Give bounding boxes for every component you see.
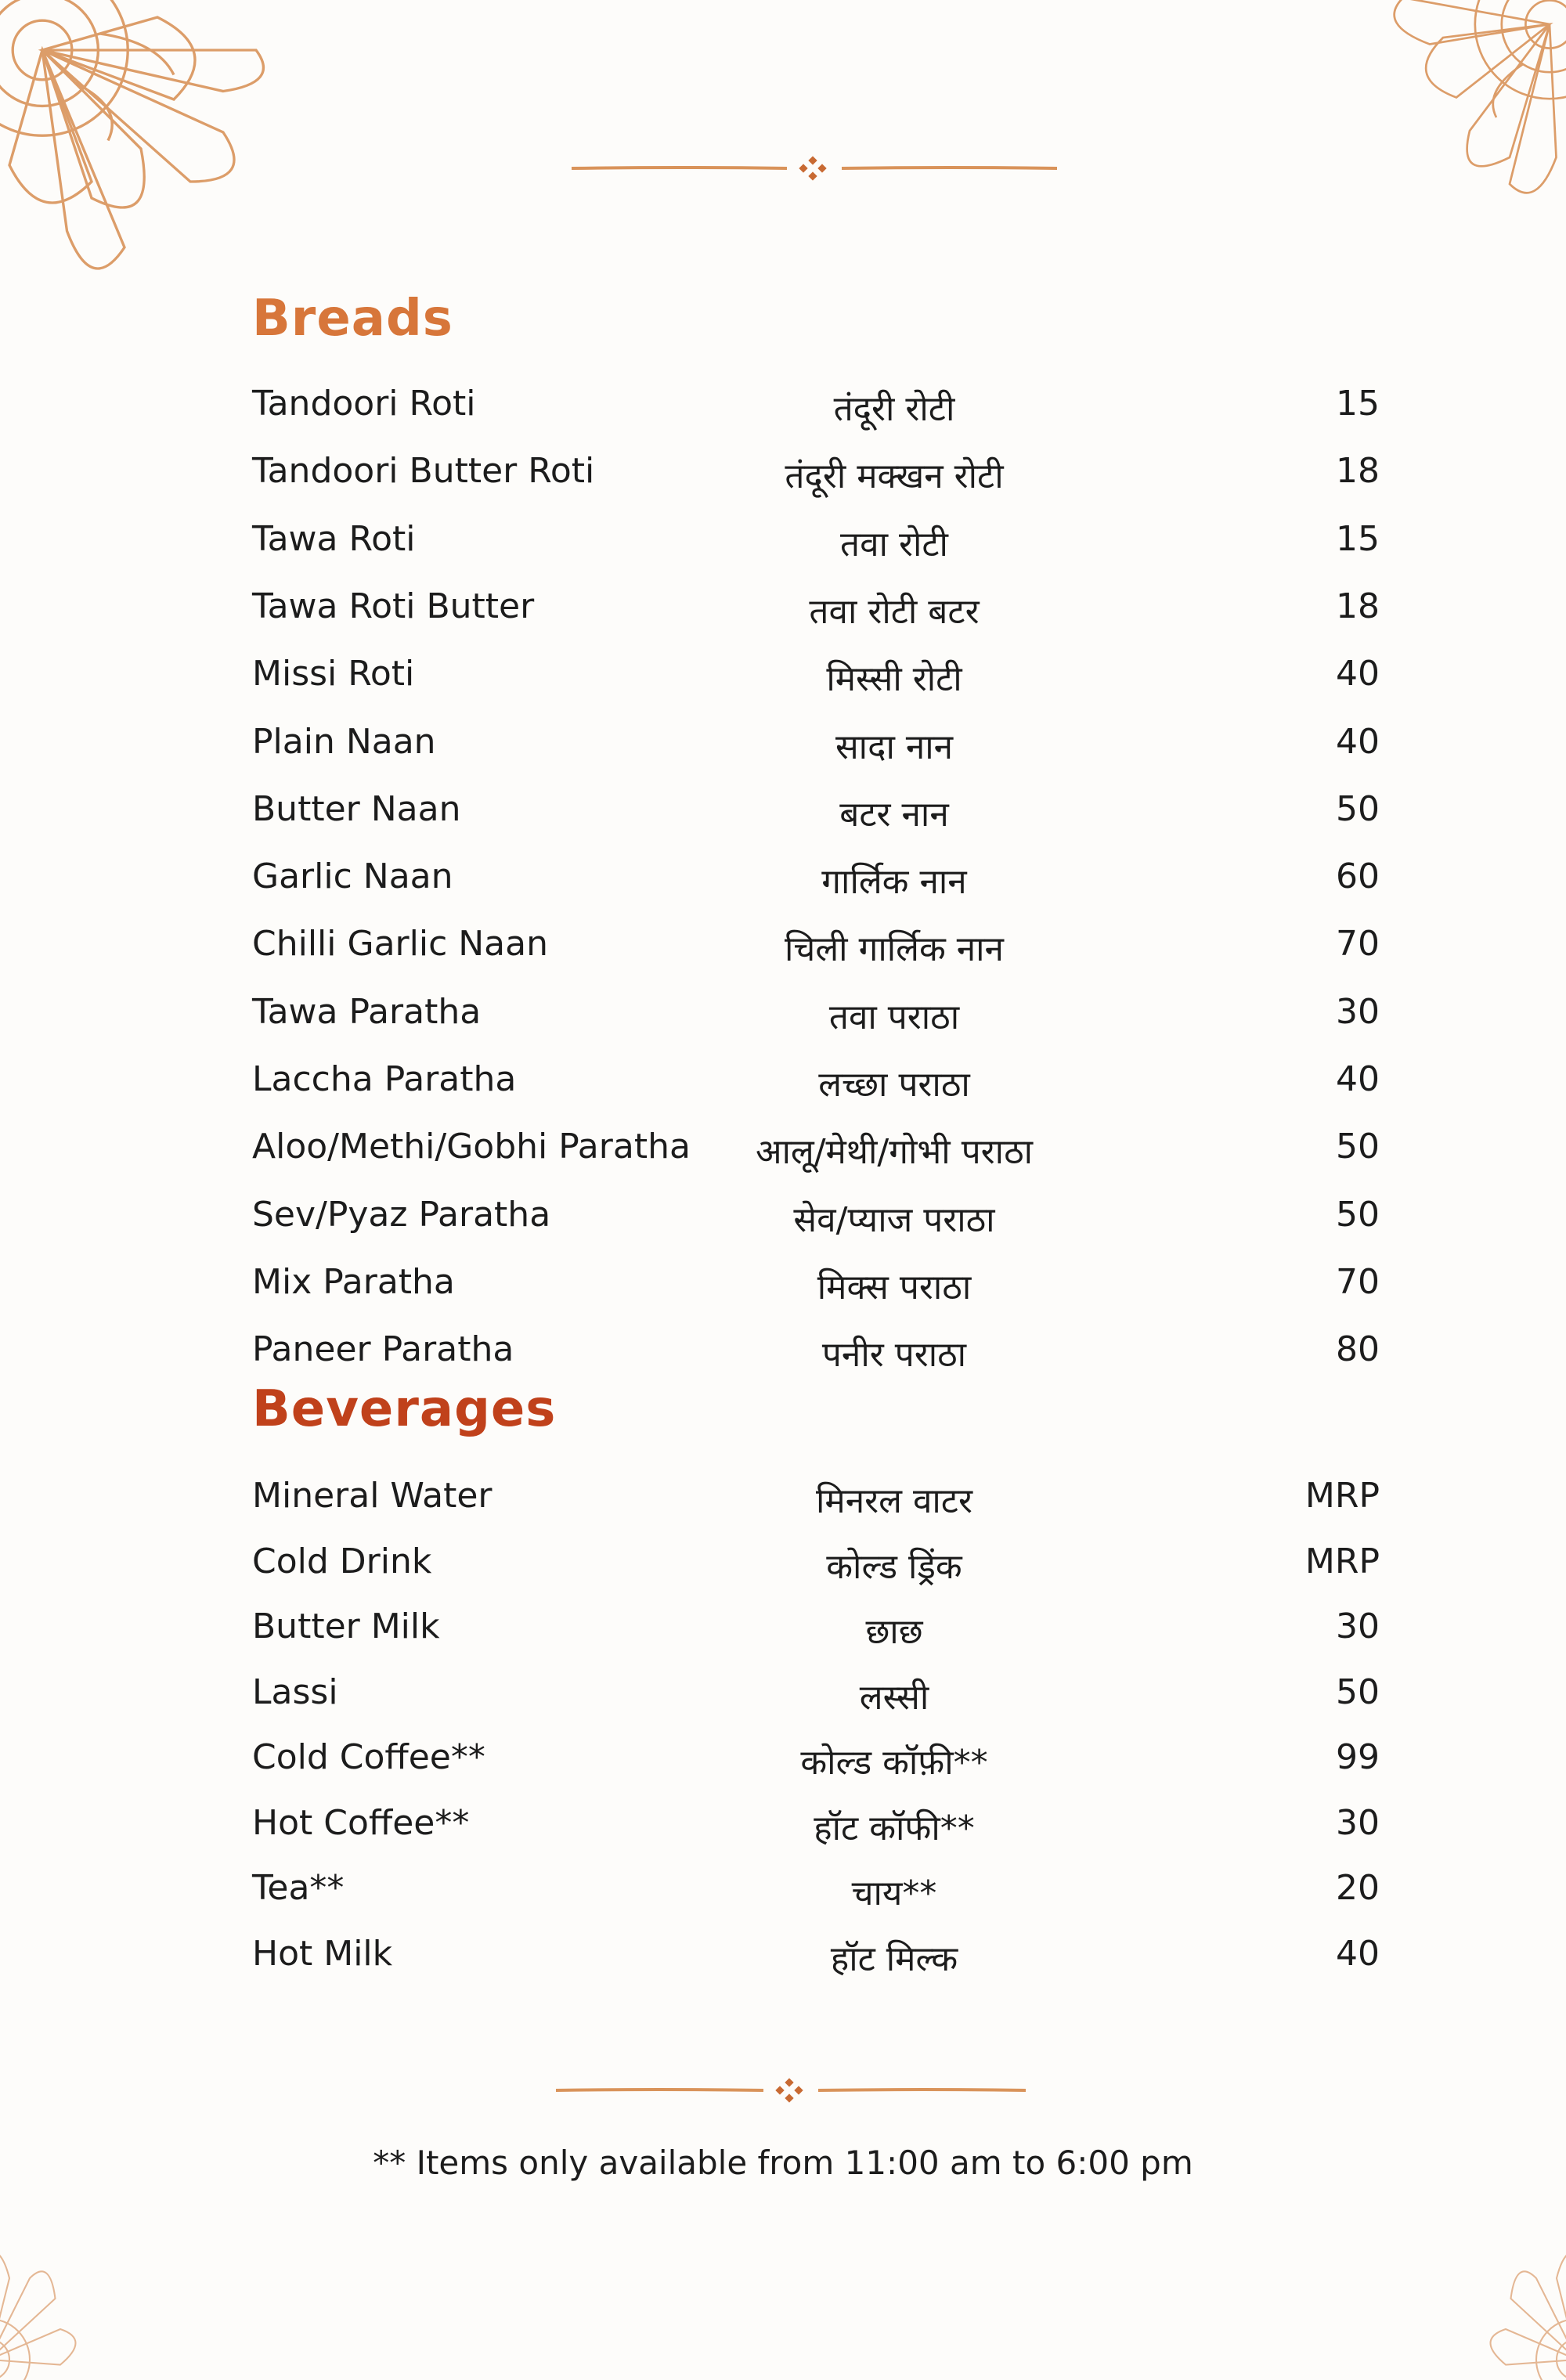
item-price: 30 (1336, 991, 1380, 1032)
item-name-hindi: तंदूरी रोटी (833, 389, 955, 429)
menu-item-row (252, 1934, 1380, 1996)
item-price: 20 (1336, 1868, 1380, 1908)
item-name-hindi: गार्लिक नान (821, 862, 967, 903)
menu-item-row (252, 856, 1380, 919)
section-title-breads: Breads (252, 290, 453, 348)
item-price: 18 (1336, 451, 1380, 492)
menu-item-row (252, 1737, 1380, 1800)
item-price: 70 (1336, 924, 1380, 965)
item-name-hindi: मिनरल वाटर (816, 1481, 972, 1521)
item-price: MRP (1304, 1541, 1380, 1581)
item-price: 30 (1336, 1606, 1380, 1646)
menu-item-row (252, 451, 1380, 514)
item-price: MRP (1304, 1476, 1380, 1516)
item-name-english: Tandoori Butter Roti (252, 451, 595, 492)
item-name-hindi: आलू/मेथी/गोभी पराठा (755, 1132, 1034, 1173)
item-name-english: Sev/Pyaz Paratha (252, 1194, 551, 1235)
item-name-english: Plain Naan (252, 721, 436, 762)
item-price: 40 (1336, 1059, 1380, 1099)
item-name-hindi: चाय** (851, 1873, 937, 1913)
menu-item-row (252, 1672, 1380, 1735)
item-name-english: Chilli Garlic Naan (252, 924, 548, 965)
item-price: 40 (1336, 1933, 1380, 1974)
item-name-hindi: कोल्ड ड्रिंक (826, 1546, 962, 1587)
item-price: 50 (1336, 1194, 1380, 1235)
item-name-english: Tawa Paratha (252, 991, 482, 1032)
menu-item-row (252, 1195, 1380, 1257)
item-name-hindi: लच्छा पराठा (818, 1065, 970, 1105)
item-name-hindi: चिली गार्लिक नान (785, 929, 1004, 970)
menu-item-row (252, 722, 1380, 784)
item-name-english: Tandoori Roti (252, 384, 476, 424)
mandala-ornament-top-left (0, 0, 305, 313)
item-name-english: Butter Milk (252, 1606, 440, 1646)
item-name-hindi: मिक्स पराठा (817, 1267, 972, 1307)
menu-item-row (252, 654, 1380, 716)
item-name-english: Mineral Water (252, 1476, 493, 1516)
section-title-beverages: Beverages (252, 1380, 557, 1438)
item-name-hindi: तवा पराठा (828, 997, 960, 1037)
item-name-english: Garlic Naan (252, 856, 453, 897)
menu-item-row (252, 1059, 1380, 1122)
item-name-hindi: छाछ (865, 1612, 923, 1652)
menu-item-row (252, 1127, 1380, 1189)
item-name-english: Hot Coffee** (252, 1802, 470, 1843)
item-price: 50 (1336, 788, 1380, 829)
item-name-english: Tawa Roti Butter (252, 586, 535, 626)
item-name-english: Cold Coffee** (252, 1737, 485, 1777)
item-name-english: Tawa Roti (252, 518, 416, 559)
item-name-hindi: सेव/प्याज पराठा (793, 1199, 995, 1240)
item-name-hindi: तंदूरी मक्खन रोटी (785, 456, 1004, 497)
item-price: 40 (1336, 721, 1380, 762)
item-name-english: Tea** (252, 1868, 345, 1908)
item-name-english: Lassi (252, 1671, 338, 1712)
availability-footnote: ** Items only available from 11:00 am to 6:00 pm (373, 2144, 1193, 2182)
item-name-english: Missi Roti (252, 654, 415, 694)
menu-item-row (252, 1606, 1380, 1669)
mandala-ornament-top-right (1323, 0, 1566, 251)
item-price: 99 (1336, 1737, 1380, 1777)
item-name-hindi: लस्सी (859, 1677, 929, 1718)
item-name-hindi: पनीर पराठा (821, 1335, 967, 1376)
item-price: 15 (1336, 384, 1380, 424)
item-name-hindi: हॉट मिल्क (830, 1938, 958, 1979)
menu-item-row (252, 1542, 1380, 1604)
item-name-english: Laccha Paratha (252, 1059, 517, 1099)
menu-item-row (252, 789, 1380, 852)
item-name-hindi: कोल्ड कॉफ़ी** (800, 1743, 988, 1783)
menu-item-row (252, 586, 1380, 649)
menu-item-row (252, 992, 1380, 1055)
item-name-hindi: हॉट कॉफी** (814, 1808, 975, 1848)
item-name-hindi: बटर नान (839, 794, 949, 835)
menu-item-row (252, 924, 1380, 986)
item-price: 80 (1336, 1329, 1380, 1370)
item-price: 18 (1336, 586, 1380, 626)
menu-item-row (252, 1803, 1380, 1866)
item-price: 50 (1336, 1671, 1380, 1712)
item-name-english: Hot Milk (252, 1933, 393, 1974)
menu-item-row (252, 1868, 1380, 1931)
item-name-english: Mix Paratha (252, 1261, 455, 1302)
item-price: 30 (1336, 1802, 1380, 1843)
item-name-hindi: तवा रोटी (840, 524, 948, 564)
item-name-hindi: मिस्सी रोटी (826, 659, 962, 700)
menu-item-row (252, 384, 1380, 446)
item-price: 15 (1336, 518, 1380, 559)
item-name-english: Aloo/Methi/Gobhi Paratha (252, 1127, 691, 1167)
item-price: 70 (1336, 1261, 1380, 1302)
item-price: 60 (1336, 856, 1380, 897)
menu-item-row (252, 1476, 1380, 1538)
item-price: 40 (1336, 654, 1380, 694)
item-name-hindi: सादा नान (835, 727, 954, 767)
item-name-english: Butter Naan (252, 788, 461, 829)
item-price: 50 (1336, 1127, 1380, 1167)
item-name-english: Paneer Paratha (252, 1329, 514, 1370)
menu-item-row (252, 1262, 1380, 1325)
top-divider-ornament (564, 153, 1065, 184)
item-name-hindi: तवा रोटी बटर (809, 591, 980, 632)
mandala-ornament-bottom-left (0, 2176, 172, 2380)
bottom-divider-ornament (548, 2075, 1034, 2106)
menu-item-row (252, 519, 1380, 582)
item-name-english: Cold Drink (252, 1541, 432, 1581)
mandala-ornament-bottom-right (1394, 2176, 1566, 2380)
